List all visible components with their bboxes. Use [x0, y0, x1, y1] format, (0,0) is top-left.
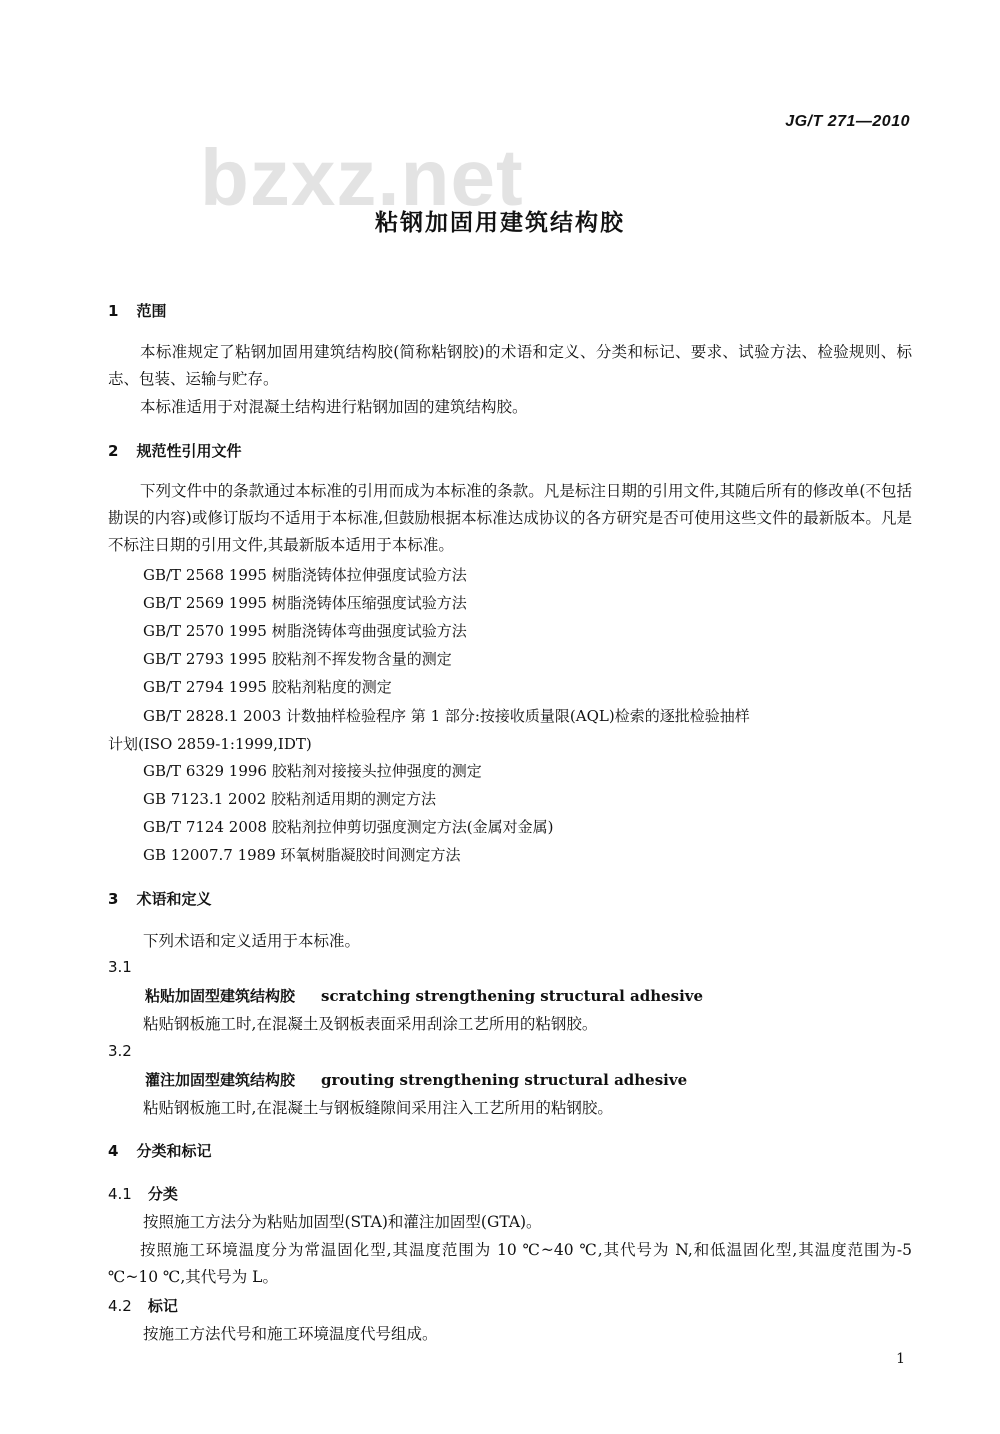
page-number: 1 — [896, 1351, 905, 1367]
subsection-number: 4.2 — [108, 1297, 132, 1315]
term-definition: 粘贴钢板施工时,在混凝土与钢板缝隙间采用注入工艺所用的粘钢胶。 — [143, 1099, 613, 1117]
paragraph: 下列术语和定义适用于本标准。 — [143, 932, 361, 950]
section-3-heading — [108, 888, 211, 909]
subsection-4-1-heading — [108, 1183, 178, 1204]
reference-item: GB/T 2570 1995 树脂浇铸体弯曲强度试验方法 — [143, 622, 467, 640]
section-1-heading — [108, 300, 166, 321]
reference-item: GB 12007.7 1989 环氧树脂凝胶时间测定方法 — [143, 846, 461, 864]
subsection-title: 分类 — [147, 1185, 178, 1203]
paragraph: 本标准适用于对混凝土结构进行粘钢加固的建筑结构胶。 — [140, 398, 528, 416]
reference-item: GB/T 6329 1996 胶粘剂对接接头拉伸强度的测定 — [143, 762, 482, 780]
reference-item-continued: 计划(ISO 2859-1:1999,IDT) — [108, 735, 312, 753]
term-number: 3.1 — [108, 958, 132, 976]
subsection-number: 4.1 — [108, 1185, 132, 1203]
section-title: 范围 — [136, 302, 167, 320]
paragraph: 按照施工环境温度分为常温固化型,其温度范围为 10 ℃~40 ℃,其代号为 N,和低温固化型,其温度范围为-5 ℃~10 ℃,其代号为 L。 — [108, 1241, 912, 1286]
reference-item: GB/T 2568 1995 树脂浇铸体拉伸强度试验方法 — [143, 566, 467, 584]
reference-item: GB/T 2793 1995 胶粘剂不挥发物含量的测定 — [143, 650, 452, 668]
reference-item: GB/T 2569 1995 树脂浇铸体压缩强度试验方法 — [143, 594, 467, 612]
section-number: 4 — [108, 1142, 119, 1160]
term-definition: 粘贴钢板施工时,在混凝土及钢板表面采用刮涂工艺所用的粘钢胶。 — [143, 1015, 598, 1033]
reference-item: GB/T 2794 1995 胶粘剂粘度的测定 — [143, 678, 392, 696]
term-english: scratching strengthening structural adhesive — [321, 987, 704, 1005]
standard-number: JG/T 271—2010 — [785, 113, 910, 130]
section-title: 术语和定义 — [136, 890, 212, 908]
reference-item: GB/T 7124 2008 胶粘剂拉伸剪切强度测定方法(金属对金属) — [143, 818, 554, 836]
watermark: bzxz.net — [200, 133, 524, 222]
paragraph: 按施工方法代号和施工环境温度代号组成。 — [143, 1325, 438, 1343]
subsection-4-2-heading — [108, 1295, 178, 1316]
term-chinese: 灌注加固型建筑结构胶 — [145, 1071, 296, 1089]
paragraph: 下列文件中的条款通过本标准的引用而成为本标准的条款。凡是标注日期的引用文件,其随后所有的修改单(不包括勘误的内容)或修订版均不适用于本标准,但鼓励根据本标准达成协议的各方研究是否可使用这些文件的最新版本。凡是不标注日期的引用文件,其最新版本适用于本标准。 — [108, 482, 912, 554]
subsection-title: 标记 — [147, 1297, 178, 1315]
section-number: 3 — [108, 890, 119, 908]
reference-item: GB 7123.1 2002 胶粘剂适用期的测定方法 — [143, 790, 436, 808]
page-title: 粘钢加固用建筑结构胶 — [375, 210, 625, 236]
term-number: 3.2 — [108, 1042, 132, 1060]
section-title: 分类和标记 — [136, 1142, 212, 1160]
section-title: 规范性引用文件 — [136, 442, 242, 460]
paragraph: 按照施工方法分为粘贴加固型(STA)和灌注加固型(GTA)。 — [143, 1213, 542, 1231]
term-chinese: 粘贴加固型建筑结构胶 — [145, 987, 296, 1005]
section-4-heading — [108, 1140, 211, 1161]
section-2-heading — [108, 440, 241, 461]
term-heading — [145, 985, 703, 1006]
paragraph: 本标准规定了粘钢加固用建筑结构胶(简称粘钢胶)的术语和定义、分类和标记、要求、试验方法、检验规则、标志、包装、运输与贮存。 — [108, 343, 912, 388]
term-heading — [145, 1069, 687, 1090]
section-number: 2 — [108, 442, 119, 460]
section-number: 1 — [108, 302, 119, 320]
reference-item: GB/T 2828.1 2003 计数抽样检验程序 第 1 部分:按接收质量限(AQL)检索的逐批检验抽样 — [143, 707, 750, 725]
term-english: grouting strengthening structural adhesive — [321, 1071, 688, 1089]
